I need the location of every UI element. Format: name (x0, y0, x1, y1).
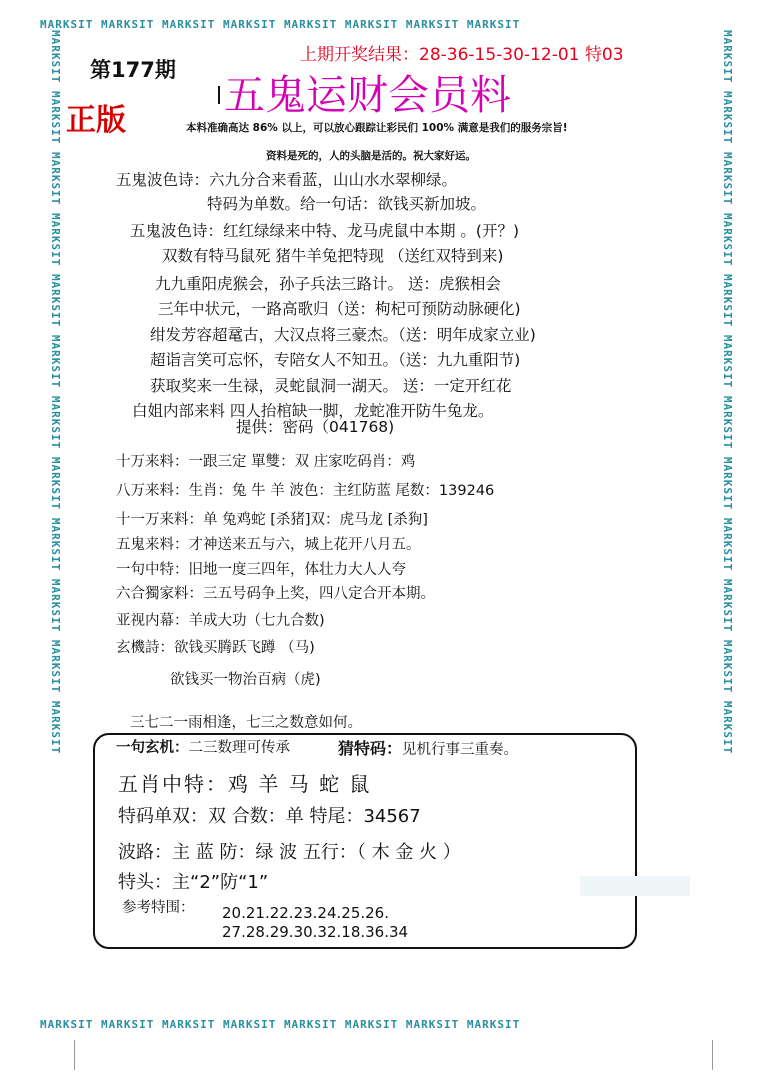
wuxiao-line: 五肖中特：鸡 羊 马 蛇 鼠 (118, 772, 372, 796)
poem-line: 绀发芳容超鼋古，大汉点将三豪杰。（送：明年成家立业) (150, 326, 536, 344)
cankao-label: 参考特围： (122, 900, 195, 916)
poem-line: 三年中状元，一路高歌归（送：枸杞可预防动脉硬化) (158, 300, 521, 318)
last-result-numbers: 28-36-15-30-12-01 (419, 45, 580, 65)
xuanji-label: 一句玄机： (116, 740, 189, 756)
watermark-border-top: MARKSIT MARKSIT MARKSIT MARKSIT MARKSIT MARKSIT MARKSIT MARKSIT (40, 18, 521, 31)
last-result-label: 上期开奖结果： (300, 45, 419, 65)
section-line: 十万来料：一跟三定 單雙：双 庄家吃码肖：鸡 (116, 454, 416, 470)
password-line: 提供：密码（041768) (236, 418, 395, 436)
section-line: 亚视内幕：羊成大功（七九合数) (116, 613, 325, 629)
caite-line (338, 736, 518, 759)
page-corner-mark (712, 1040, 713, 1070)
title-cursor-mark (218, 86, 220, 104)
xuanji-line (116, 736, 290, 757)
danshuang-line: 特码单双：双 合数：单 特尾：34567 (118, 806, 421, 827)
page-corner-mark (74, 1040, 75, 1070)
subtitle-luck: 资料是死的，人的头脑是活的。祝大家好运。 (266, 150, 476, 162)
poem-line: 白姐内部来料 四人抬棺缺一脚，龙蛇准开防牛兔龙。 (132, 402, 494, 420)
section-line: 十一万来料：单 兔鸡蛇 [杀猪]双：虎马龙 [杀狗] (116, 512, 428, 528)
poem-line: 五鬼波色诗：六九分合来看蓝，山山水水翠柳绿。 (116, 171, 458, 189)
page-title: 五鬼运财会员料 (224, 71, 511, 119)
caite-value: 见机行事三重奏。 (402, 742, 519, 758)
watermark-border-left: MARKSIT MARKSIT MARKSIT MARKSIT MARKSIT MARKSIT MARKSIT MARKSIT MARKSIT MARKSIT MARKSIT MARKSIT (49, 30, 62, 755)
section-line: 欲钱买一物治百病（虎) (170, 672, 321, 688)
poem-line: 五鬼波色诗：红红绿绿来中特、龙马虎鼠中本期 。(开？) (130, 222, 520, 240)
xuanji-value: 二三数理可传承 (188, 740, 290, 756)
poem-line: 双数有特马鼠死 猪牛羊兔把特现 （送红双特到来) (162, 247, 504, 265)
caite-label: 猜特码： (338, 739, 403, 758)
last-result-special: 特03 (584, 45, 624, 65)
cankao-line: 20.21.22.23.24.25.26. (222, 904, 389, 922)
issue-number: 第177期 (90, 58, 176, 82)
edition-badge: 正版 (66, 103, 126, 138)
section-line: 五鬼来料：才神送来五与六，城上花开八月五。 (116, 537, 421, 553)
section-line: 八万来料：生肖：兔 牛 羊 波色：主红防蓝 尾数：139246 (116, 483, 495, 499)
bolu-line: 波路：主 蓝 防：绿 波 五行：（ 木 金 火 ） (118, 842, 461, 863)
watermark-border-right: MARKSIT MARKSIT MARKSIT MARKSIT MARKSIT MARKSIT MARKSIT MARKSIT MARKSIT MARKSIT MARKSIT MARKSIT (721, 30, 734, 755)
poem-line: 超诣言笑可忘怀，专陪女人不知丑。（送：九九重阳节) (150, 351, 521, 369)
section-line: 一句中特：旧地一度三四年，体壮力大人人夸 (116, 562, 406, 578)
section-line: 三七二一雨相逢，七三之数意如何。 (130, 715, 362, 731)
tetou-line: 特头：主“2”防“1” (118, 872, 269, 893)
watermark-border-bottom: MARKSIT MARKSIT MARKSIT MARKSIT MARKSIT MARKSIT MARKSIT MARKSIT (40, 1018, 521, 1031)
watermark-text: MARKSIT (40, 18, 94, 31)
smudge-mark (580, 876, 690, 896)
cankao-line: 27.28.29.30.32.18.36.34 (222, 923, 409, 941)
subtitle-accuracy: 本料准确高达 86% 以上，可以放心跟踪让彩民们 100% 满意是我们的服务宗旨! (186, 122, 568, 134)
poem-line: 获取奖来一生禄，灵蛇鼠洞一湖天。 送：一定开红花 (150, 377, 512, 395)
section-line: 玄機詩：欲钱买腾跃飞蹲 （马) (116, 640, 315, 656)
poem-line: 九九重阳虎猴会，孙子兵法三路计。 送：虎猴相会 (155, 275, 501, 293)
poem-line: 特码为单数。给一句话：欲钱买新加坡。 (207, 195, 487, 213)
section-line: 六合獨家料：三五号码争上奖，四八定合开本期。 (116, 586, 435, 602)
